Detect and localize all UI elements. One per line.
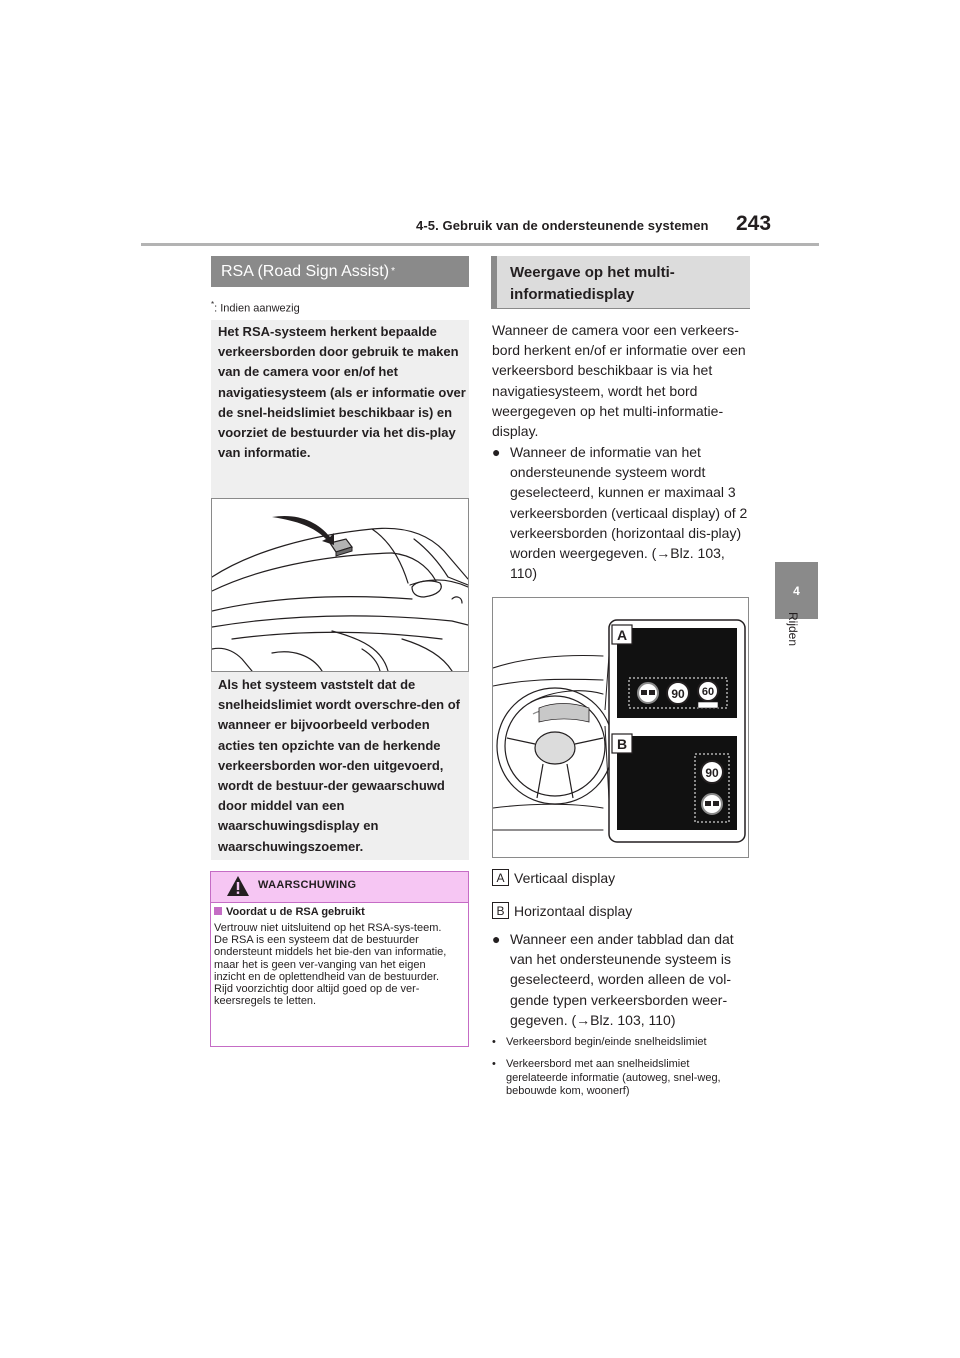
small-bullet-icon: • xyxy=(492,1036,496,1048)
header-rule xyxy=(141,243,819,246)
windshield-camera-figure xyxy=(211,498,469,672)
warning-body: Vertrouw niet uitsluitend op het RSA-sys-teem. De RSA is een systeem dat de bestuurder ondersteunt middels het bie-den van informatie, maar het is geen ver-vanging van het eigen inzicht en de oplettendheid van de bestuurder. Rijd voorzichtig door altijd goed op de ver-keersregels te letten. xyxy=(214,922,447,1008)
intro-text-2: Als het systeem vaststelt dat de snelheidslimiet wordt overschre-den of wanneer er bijvoorbeeld verboden acties ten opzichte van de herkende verkeersborden wor-den uitgevoerd, wordt de bestuur-der gewaarschuwd door middel van een waarschuwingsdisplay en waarschuwingszoemer. xyxy=(218,677,460,854)
legend-horizontal-text: Horizontaal display xyxy=(514,902,633,919)
rsa-heading-text: RSA (Road Sign Assist) xyxy=(221,262,390,280)
warning-triangle-icon xyxy=(226,874,250,898)
speed-sign-90-vertical: 90 xyxy=(671,687,685,701)
warning-title: WAARSCHUWING xyxy=(258,879,357,891)
footnote-text: : Indien aanwezig xyxy=(214,302,300,315)
legend-key-a: A xyxy=(492,869,509,886)
footnote-mark: * xyxy=(211,300,215,309)
bullet-item-1-text: Wanneer de informatie van het ondersteunende systeem wordt geselecteerd, kunnen er maximaal 3 verkeersborden (verticaal display) of 2 verkeersborden (horizontaal dis-play) worden weergegeven. (→Blz. 103, 110) xyxy=(510,444,748,582)
sub-bullet-2 xyxy=(492,1058,754,1099)
bullet-dot-icon: ● xyxy=(492,444,501,460)
bullet-dot-icon: ● xyxy=(492,931,501,947)
rsa-heading xyxy=(211,256,469,287)
rsa-heading-mark: * xyxy=(391,266,395,277)
small-bullet-icon: • xyxy=(492,1058,496,1070)
warning-subhead xyxy=(214,906,365,918)
header-section-title: 4-5. Gebruik van de ondersteunende systemen xyxy=(416,218,709,233)
warning-subhead-text: Voordat u de RSA gebruikt xyxy=(226,906,365,918)
dashboard-display-figure xyxy=(492,597,749,858)
legend-vertical xyxy=(492,869,615,886)
bullet-item-2 xyxy=(492,929,754,1030)
legend-vertical-text: Verticaal display xyxy=(514,869,616,886)
speed-sign-60: 60 xyxy=(701,686,715,698)
display-paragraph: Wanneer de camera voor een verkeers-bord herkent en/of er informatie over een verkeersbord beschikbaar is via het navigatiesysteem, wordt het bord weergegeven op het multi-informatie-display. xyxy=(492,322,746,440)
speed-sign-90-horizontal: 90 xyxy=(705,766,719,780)
chapter-tab[interactable]: 4 xyxy=(775,562,818,619)
figure-label-b: B xyxy=(616,736,628,752)
car-illustration xyxy=(212,499,468,671)
bullet-item-2-text: Wanneer een ander tabblad dan dat van het ondersteunende systeem is geselecteerd, worden alleen de vol-gende typen verkeersborden weer-gegeven. (→Blz. 103, 110) xyxy=(510,931,734,1028)
square-bullet-icon xyxy=(214,907,222,915)
page-number: 243 xyxy=(736,212,772,235)
legend-key-b: B xyxy=(492,902,509,919)
intro-text-1: Het RSA-systeem herkent bepaalde verkeersborden door gebruik te maken van de camera voor en/of het navigatiesysteem (als er informatie over de snel-heidslimiet beschikbaar is) en voorziet de bestuurder via het dis-play van informatie. xyxy=(218,324,466,461)
display-heading: Weergave op het multi-informatiedisplay xyxy=(491,256,750,309)
chapter-label: Rijden xyxy=(786,612,800,647)
legend-horizontal xyxy=(492,902,632,919)
footnote xyxy=(211,300,300,315)
figure-label-a: A xyxy=(616,627,628,643)
dashboard-illustration xyxy=(493,598,748,857)
bullet-item-1 xyxy=(492,442,754,583)
sub-bullet-1 xyxy=(492,1036,754,1050)
sub-bullet-2-text: Verkeersbord met aan snelheidslimiet gerelateerde informatie (autoweg, snel-weg, bebouwde kom, woonerf) xyxy=(506,1058,721,1097)
sub-bullet-1-text: Verkeersbord begin/einde snelheidslimiet xyxy=(506,1036,707,1048)
